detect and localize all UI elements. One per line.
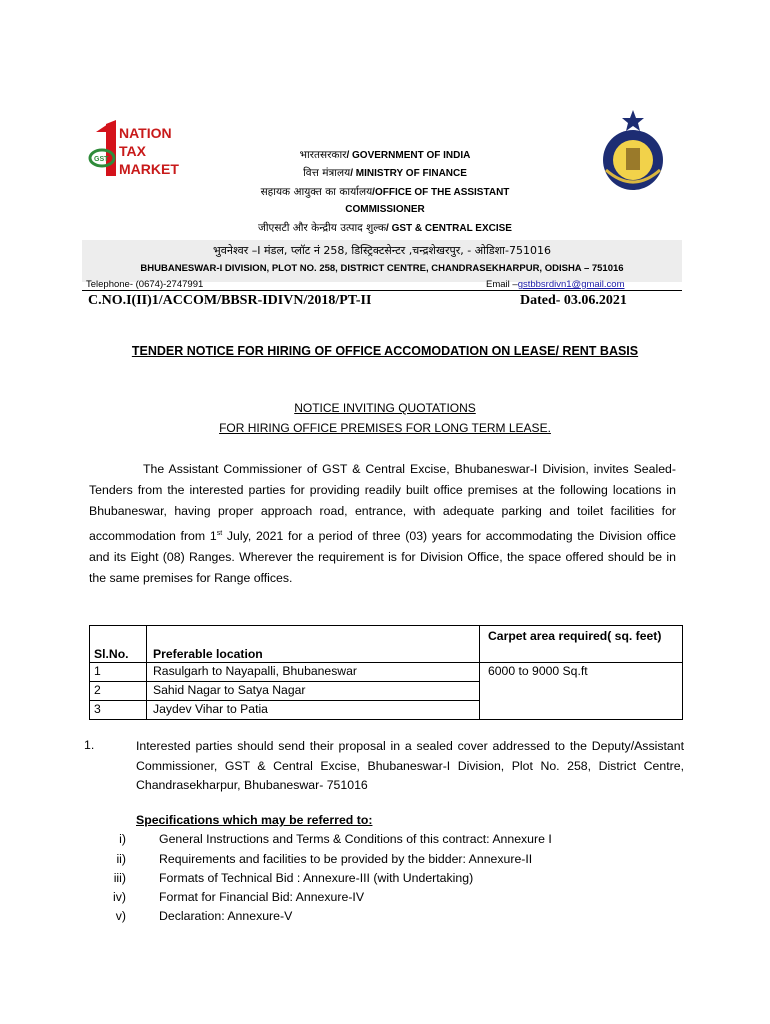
table-row <box>90 663 683 682</box>
address-english: BHUBANESWAR-I DIVISION, PLOT NO. 258, DISTRICT CENTRE, CHANDRASEKHARPUR, ODISHA – 751016 <box>140 263 624 274</box>
ministry-hindi: वित्त मंत्रालय <box>303 167 351 179</box>
office-line <box>0 185 770 199</box>
intro-sup: st <box>216 529 223 537</box>
reference-number: C.NO.I(II)1/ACCOM/BBSR-IDIVN/2018/PT-II <box>88 293 372 308</box>
header-rule <box>82 290 682 291</box>
spec-text: Formats of Technical Bid : Annexure-III (with Undertaking) <box>159 871 474 885</box>
area-value: 6000 to 9000 Sq.ft <box>488 664 588 678</box>
subtitle-premises: FOR HIRING OFFICE PREMISES FOR LONG TERM LEASE. <box>219 421 551 435</box>
spec-number: iii) <box>113 871 126 885</box>
email-line <box>486 279 624 290</box>
spec-text: General Instructions and Terms & Conditions of this contract: Annexure I <box>159 832 552 846</box>
row-slno: 1 <box>90 663 147 682</box>
area-cell <box>480 663 683 720</box>
row-location: Rasulgarh to Nayapalli, Bhubaneswar <box>147 663 480 682</box>
govt-english: / GOVERNMENT OF INDIA <box>346 150 471 161</box>
table-header-row <box>90 626 683 663</box>
logo-line2: TAX <box>119 143 146 159</box>
tender-title: TENDER NOTICE FOR HIRING OF OFFICE ACCOMODATION ON LEASE/ RENT BASIS <box>131 344 639 358</box>
office-english: /OFFICE OF THE ASSISTANT <box>372 187 510 198</box>
ministry-line <box>0 166 770 180</box>
spec-number: ii) <box>116 852 126 866</box>
spec-text: Format for Financial Bid: Annexure-IV <box>159 890 365 904</box>
row-location: Sahid Nagar to Satya Nagar <box>147 682 480 701</box>
spec-text: Declaration: Annexure-V <box>159 909 293 923</box>
subtitle-quotations: NOTICE INVITING QUOTATIONS <box>294 401 476 415</box>
spec-text: Requirements and facilities to be provided by the bidder: Annexure-II <box>159 852 533 866</box>
logo-badge: GST <box>94 156 109 163</box>
logo-line1: NATION <box>119 125 172 141</box>
commissioner-line <box>0 204 770 215</box>
row-slno: 2 <box>90 682 147 701</box>
spec-number: i) <box>119 832 126 846</box>
item-1-text: Interested parties should send their proposal in a sealed cover addressed to the Deputy/Assistant Commissioner, GST & Central Excise, Bhubaneswar-I Division, Plot No. 258, District Centre, Chandrasekharpur, Bhubaneswar- 751016 <box>136 739 684 792</box>
ministry-english: / MINISTRY OF FINANCE <box>350 168 467 179</box>
header-location: Preferable location <box>147 626 480 663</box>
intro-text-b: July, 2021 for a period of three (03) years for accommodating the Division office and its Eight (08) Ranges. Wherever the requirement is for Division Office, the space offered should be in the same premises for Range offices. <box>89 528 676 586</box>
commissioner-english: COMMISSIONER <box>345 204 425 215</box>
spec-number: iv) <box>113 890 126 904</box>
item-1-number: 1. <box>84 738 95 752</box>
row-location: Jaydev Vihar to Patia <box>147 701 480 720</box>
logo-line3: MARKET <box>119 161 179 177</box>
row-slno: 3 <box>90 701 147 720</box>
date: Dated- 03.06.2021 <box>520 293 627 308</box>
intro-text-a: The Assistant Commissioner of GST & Central Excise, Bhubaneswar-I Division, invites Sealed-Tenders from the interested parties for providing readily built office premises at the following locations in Bhubaneswar, having proper approach road, entrance, with adequate parking and toilet facilities for accommodation from 1 <box>89 462 676 543</box>
telephone: Telephone- (0674)-2747991 <box>86 279 204 290</box>
email-label: Email – <box>486 279 518 290</box>
header-area: Carpet area required( sq. feet) <box>480 626 683 663</box>
intro-paragraph <box>89 459 676 589</box>
header-slno: Sl.No. <box>90 626 147 663</box>
gst-line <box>0 221 770 235</box>
gst-english: / GST & CENTRAL EXCISE <box>386 223 512 234</box>
address-hindi: भुवनेश्वर –I मंडल, प्लॉट नं 258, डिस्ट्रिक्टसेन्टर ,चन्द्रशेखरपुर, - ओडिशा-751016 <box>213 244 551 257</box>
govt-of-india-line <box>0 148 770 162</box>
spec-number: v) <box>115 909 126 923</box>
location-table <box>89 625 683 720</box>
office-hindi: सहायक आयुक्त का कार्यालय <box>260 186 373 198</box>
email-link[interactable]: gstbbsrdivn1@gmail.com <box>517 279 625 290</box>
govt-hindi: भारतसरकार <box>299 149 347 161</box>
gst-hindi: जीएसटी और केन्द्रीय उत्पाद शुल्क <box>258 222 387 234</box>
specifications-heading: Specifications which may be referred to: <box>136 813 373 827</box>
